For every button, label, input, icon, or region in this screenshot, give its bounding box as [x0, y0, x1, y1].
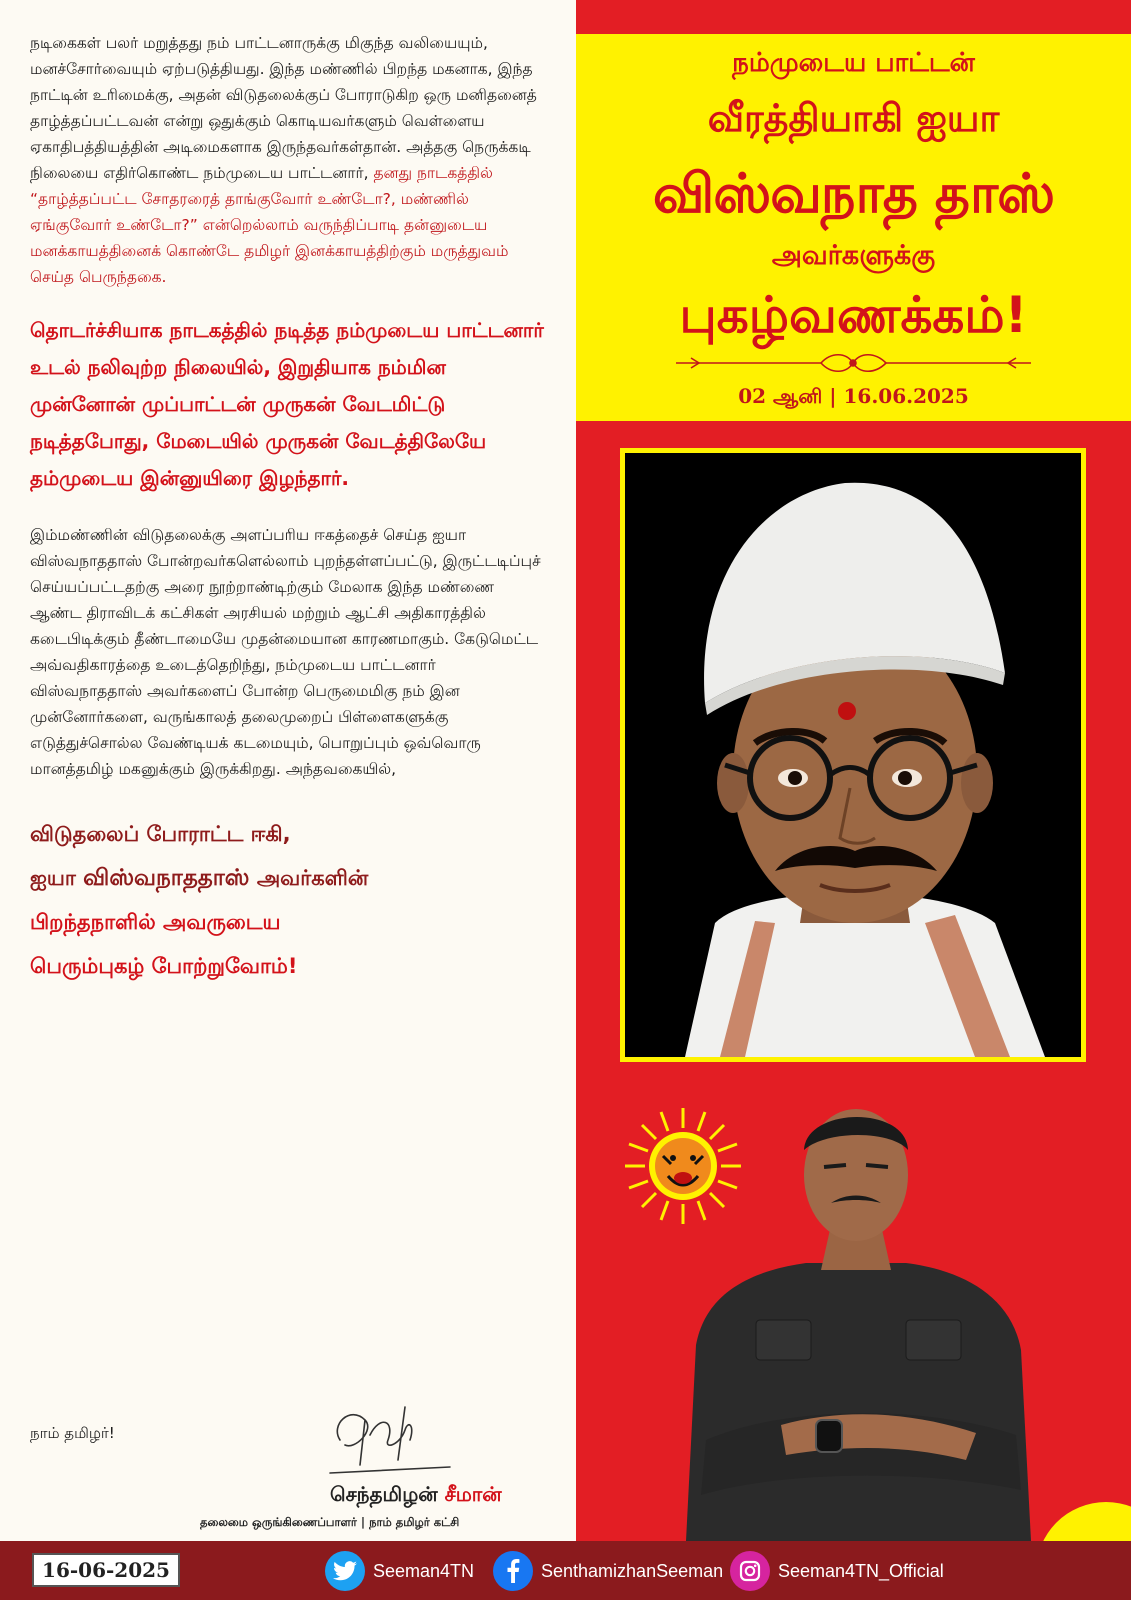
signatory-first: செந்தமிழன் — [330, 1482, 445, 1506]
portrait-frame — [620, 448, 1086, 1062]
closing-line-2-name: விஸ்வநாததாஸ் — [83, 865, 250, 891]
closing-tribute — [30, 812, 548, 988]
closing-line-2a: ஐயா — [30, 866, 84, 890]
instagram-icon — [730, 1551, 770, 1591]
closing-line-2c: அவர்களின் — [249, 866, 369, 890]
closing-line-2 — [30, 856, 548, 900]
naam-tamilar-slogan: நாம் தமிழர்! — [30, 1424, 115, 1442]
footer-bar — [0, 1541, 1131, 1600]
facebook-handle: SenthamizhanSeeman — [541, 1560, 724, 1581]
twitter-handle: Seeman4TN — [373, 1560, 475, 1581]
paragraph-1 — [30, 30, 548, 290]
portrait-viswanatha-das — [625, 453, 1081, 1057]
twitter-link[interactable] — [325, 1551, 474, 1591]
statement-column — [0, 0, 576, 1541]
signatory-last: சீமான் — [444, 1482, 502, 1506]
leader-photo — [666, 1095, 1046, 1541]
banner-date: 02 ஆனி | 16.06.2025 — [738, 384, 969, 408]
banner-line-4: அவர்களுக்கு — [771, 240, 936, 271]
paragraph-1-highlight: தனது நாடகத்தில் “தாழ்த்தப்பட்ட சோதரரைத் தாங்குவோர் உண்டோ?, மண்ணில் ஏங்குவோர் உண்டோ?” என்றெல்லாம் வருந்திப்பாடி தன்னுடைய மனக்காயத்தினைக் கொண்டே தமிழர் இனக்காயத்திற்கும் மருத்துவம் செய்த பெருந்தகை. — [30, 164, 509, 286]
closing-line-1: விடுதலைப் போராட்ட ஈகி, — [30, 822, 291, 846]
tribute-panel — [576, 0, 1131, 1541]
paragraph-2: தொடர்ச்சியாக நாடகத்தில் நடித்த நம்முடைய பாட்டனார் உடல் நலிவுற்ற நிலையில், இறுதியாக நம்மின முன்னோன் முப்பாட்டன் முருகன் வேடமிட்டு நடித்தபோது, மேடையில் முருகன் வேடத்திலேயே தம்முடைய இன்னுயிரை இழந்தார். — [30, 318, 544, 490]
signatory-title: தலைமை ஒருங்கிணைப்பாளர் | நாம் தமிழர் கட்சி — [200, 1515, 460, 1529]
banner-line-2: வீரத்தியாகி ஐயா — [707, 96, 1000, 140]
ornament-divider — [671, 352, 1036, 374]
paragraph-1-text: நடிகைகள் பலர் மறுத்தது நம் பாட்டனாருக்கு மிகுந்த வலியையும், மனச்சோர்வையும் ஏற்படுத்தியது. இந்த மண்ணில் பிறந்த மகனாக, இந்த நாட்டின் உரிமைக்கு, அதன் விடுதலைக்குப் போராடுகிற ஒரு மனிதனைத் தாழ்த்தப்பட்டவன் என்று ஒதுக்கும் கொடியவர்களும் வெள்ளைய ஏகாதிபத்தியத்தின் அடிமைகளாக இருந்தவர்கள்தான். அத்தகு நெருக்கடி நிலையை எதிர்கொண்ட நம்முடைய பாட்டனார், — [30, 34, 537, 182]
facebook-link[interactable] — [493, 1551, 723, 1591]
instagram-handle: Seeman4TN_Official — [778, 1560, 944, 1581]
top-red-strip — [576, 0, 1131, 34]
banner-line-1: நம்முடைய பாட்டன் — [732, 48, 975, 78]
title-banner — [576, 34, 1131, 421]
banner-name: விஸ்வநாத தாஸ் — [652, 162, 1055, 225]
footer-date: 16-06-2025 — [32, 1553, 180, 1587]
signatory-name — [330, 1482, 502, 1509]
paragraph-3: இம்மண்ணின் விடுதலைக்கு அளப்பரிய ஈகத்தைச் செய்த ஐயா விஸ்வநாததாஸ் போன்றவர்களெல்லாம் புறந்தள்ளப்பட்டு, இருட்டடிப்புச் செய்யப்பட்டதற்கு அரை நூற்றாண்டிற்கும் மேலாக இந்த மண்ணை ஆண்ட திராவிடக் கட்சிகள் அரசியல் மற்றும் ஆட்சி அதிகாரத்தில் கடைபிடிக்கும் தீண்டாமையே முதன்மையான காரணமாகும். கேடுமெட்ட அவ்வதிகாரத்தை உடைத்தெறிந்து, நம்முடைய பாட்டனார் விஸ்வநாததாஸ் அவர்களைப் போன்ற பெருமைமிகு நம் இன முன்னோர்களை, வருங்காலத் தலைமுறைப் பிள்ளைகளுக்கு எடுத்துச்சொல்ல வேண்டியக் கடமையும், பொறுப்பும் ஒவ்வொரு மானத்தமிழ் மகனுக்கும் இருக்கிறது. அந்தவகையில், — [30, 526, 541, 778]
banner-tribute: புகழ்வணக்கம்! — [679, 286, 1028, 344]
closing-line-3: பிறந்தநாளில் அவருடைய — [30, 910, 281, 934]
handwritten-signature — [310, 1395, 460, 1480]
closing-line-4: பெரும்புகழ் போற்றுவோம்! — [30, 954, 298, 978]
facebook-icon — [493, 1551, 533, 1591]
instagram-link[interactable] — [730, 1551, 944, 1591]
twitter-icon — [325, 1551, 365, 1591]
